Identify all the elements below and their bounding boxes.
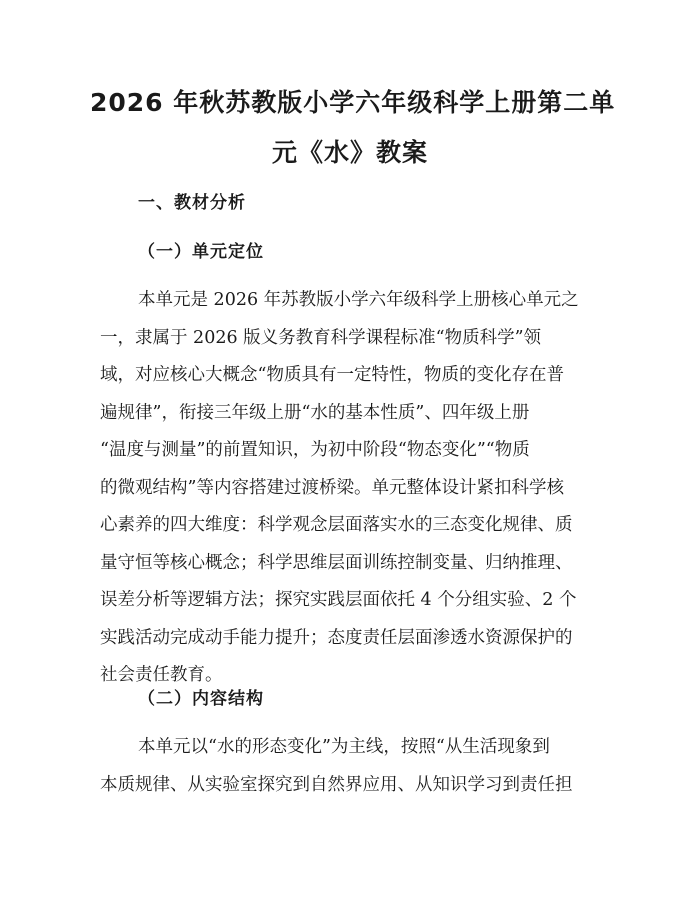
paragraph-line: 本单元是 2026 年苏教版小学六年级科学上册核心单元之	[138, 290, 579, 310]
paragraph-line: 本质规律、从实验室探究到自然界应用、从知识学习到责任担	[100, 774, 573, 795]
paragraph-line: “温度与测量”的前置知识，为初中阶段“物态变化”“物质	[100, 440, 530, 460]
paragraph-content-structure	[100, 729, 605, 804]
paragraph-unit-positioning	[100, 282, 605, 695]
paragraph-line: 遍规律”，衔接三年级上册“水的基本性质”、四年级上册	[100, 402, 530, 423]
section-heading-materials-analysis: 一、教材分析	[138, 193, 246, 213]
document-title	[90, 78, 616, 178]
paragraph-line: 心素养的四大维度：科学观念层面落实水的三态变化规律、质	[100, 515, 573, 535]
paragraph-line: 一，隶属于 2026 版义务教育科学课程标准“物质科学”领	[100, 327, 542, 348]
title-line-1: 2026 年秋苏教版小学六年级科学上册第二单	[90, 88, 616, 117]
paragraph-line: 的微观结构”等内容搭建过渡桥梁。单元整体设计紧扣科学核	[100, 477, 564, 498]
paragraph-line: 量守恒等核心概念；科学思维层面训练控制变量、归纳推理、	[100, 552, 573, 573]
title-line-2: 元《水》教案	[271, 138, 428, 167]
paragraph-line: 本单元以“水的形态变化”为主线，按照“从生活现象到	[138, 737, 550, 757]
paragraph-line: 域，对应核心大概念“物质具有一定特性，物质的变化存在普	[100, 365, 564, 385]
paragraph-line: 误差分析等逻辑方法；探究实践层面依托 4 个分组实验、2 个	[100, 590, 577, 610]
paragraph-line: 社会责任教育。	[100, 665, 223, 685]
subsection-heading-unit-positioning: （一）单元定位	[138, 242, 264, 262]
subsection-heading-content-structure: （二）内容结构	[138, 689, 264, 709]
paragraph-line: 实践活动完成动手能力提升；态度责任层面渗透水资源保护的	[100, 627, 573, 648]
